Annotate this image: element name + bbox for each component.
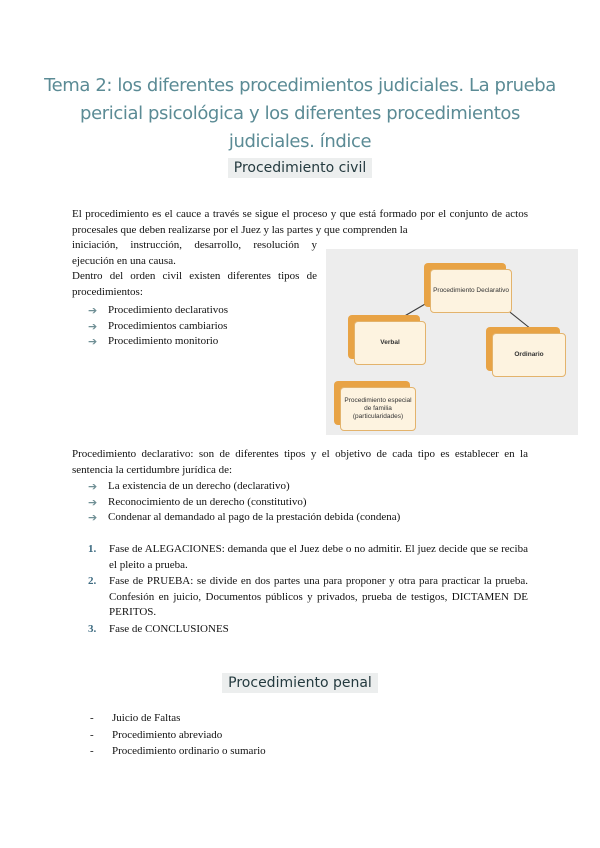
arrow-right-icon: ➔ — [88, 335, 98, 348]
phase-number: 1. — [88, 543, 97, 555]
list-item: 1. Fase de ALEGACIONES: demanda que el Juez debe o no admitir. El juez decide que se reciba el pleito a prueba. — [88, 543, 528, 571]
node-left-label: Verbal — [354, 321, 426, 365]
node-root-label: Procedimiento Declarativo — [430, 269, 512, 313]
declarativo-text: Procedimiento declarativo: son de diferentes tipos y el objetivo de cada tipo es establecer en la sentencia la certidumbre jurídica de: — [72, 448, 528, 476]
arrow-right-icon: ➔ — [88, 304, 98, 317]
list-item: ➔ Procedimiento monitorio — [88, 335, 219, 348]
list-item: ➔ Condenar al demandado al pago de la prestación debida (condena) — [88, 511, 401, 524]
dash-bullet: - — [90, 728, 94, 741]
civil-intro-cont: iniciación, instrucción, desarrollo, resolución y ejecución en una causa. — [72, 239, 317, 267]
node-bottom — [340, 387, 416, 431]
penal-list — [88, 710, 488, 760]
list-item: ➔ Procedimiento declarativos — [88, 304, 229, 317]
phases-list — [88, 542, 528, 638]
arrow-right-icon: ➔ — [88, 319, 98, 333]
node-left — [354, 321, 426, 365]
list-item: 3. Fase de CONCLUSIONES — [88, 622, 528, 638]
arrow-right-icon: ➔ — [88, 480, 98, 493]
node-right-label: Ordinario — [492, 333, 566, 377]
declarativo-list — [88, 479, 528, 526]
node-root — [430, 269, 512, 313]
civil-intro-full: El procedimiento es el cauce a través se sigue el proceso y que está formado por el conjunto de actos procesales que deben realizarse por el Juez y las partes y que comprenden la — [72, 208, 528, 236]
heading-civil — [0, 158, 600, 178]
phase-number: 2. — [88, 575, 97, 587]
list-item: - Procedimiento ordinario o sumario — [88, 743, 488, 760]
dash-bullet: - — [90, 712, 94, 724]
list-item: - Procedimiento abreviado — [88, 727, 488, 744]
heading-civil-text: Procedimiento civil — [228, 158, 372, 178]
node-right — [492, 333, 566, 377]
list-item: 2. Fase de PRUEBA: se divide en dos partes una para proponer y otra para practicar la prueba. Confesión en juicio, Documentos públicos y privados, prueba de testigos, DICTAMEN DE PERITOS. — [88, 575, 528, 618]
arrow-right-icon: ➔ — [88, 495, 98, 509]
dash-bullet: - — [90, 745, 94, 757]
list-item: ➔ Reconocimiento de un derecho (constitutivo) — [88, 495, 307, 509]
arrow-right-icon: ➔ — [88, 511, 98, 524]
list-item: ➔ Procedimientos cambiarios — [88, 319, 228, 333]
page-title: Tema 2: los diferentes procedimientos judiciales. La prueba pericial psicológica y los diferentes procedimientos judiciales. índice — [44, 75, 556, 152]
phase-number: 3. — [88, 622, 97, 635]
procedure-diagram — [326, 249, 578, 435]
node-bottom-label: Procedimiento especial de familia (particularidades) — [340, 387, 416, 431]
list-item: ➔ La existencia de un derecho (declarativo) — [88, 480, 290, 493]
civil-types-list — [88, 303, 318, 350]
list-item: - Juicio de Faltas — [88, 710, 488, 727]
heading-penal — [0, 673, 600, 693]
civil-types-intro: Dentro del orden civil existen diferentes tipos de procedimientos: — [72, 270, 317, 298]
heading-penal-text: Procedimiento penal — [222, 673, 378, 693]
